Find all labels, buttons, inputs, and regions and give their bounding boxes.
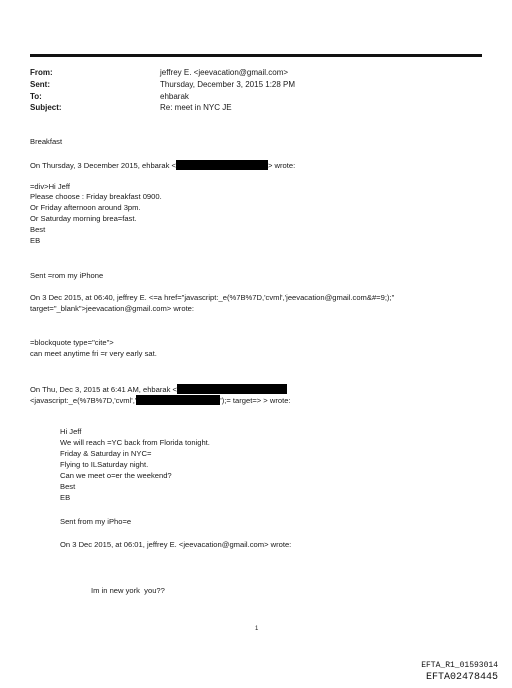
- msg1-line: =div>Hi Jeff: [30, 182, 70, 191]
- bates-number-1: EFTA_R1_01593014: [421, 661, 498, 670]
- redaction-box: [136, 395, 220, 405]
- body-breakfast: Breakfast: [30, 137, 63, 146]
- page-number: 1: [255, 626, 259, 632]
- msg3-line: Best: [60, 482, 76, 491]
- msg1-line: Or Friday afternoon around 3pm.: [30, 203, 141, 212]
- bates-number-2: EFTA02478445: [425, 672, 498, 683]
- msg3-line: Can we meet o=er the weekend?: [60, 471, 172, 480]
- sent-from-iphone: Sent =rom my iPhone: [30, 271, 104, 280]
- header-rule: [30, 54, 482, 57]
- sent-label: Sent:: [30, 80, 50, 89]
- sent-value: Thursday, December 3, 2015 1:28 PM: [160, 80, 296, 89]
- quote-line-3a: [30, 384, 287, 395]
- msg3-line: Flying to ILSaturday night.: [60, 460, 149, 469]
- msg1-line: EB: [30, 236, 41, 245]
- sent-from-iphone-2: Sent from my iPho=e: [60, 517, 132, 526]
- redaction-box: [177, 384, 287, 394]
- redaction-box: [176, 160, 268, 170]
- msg3-line: Hi Jeff: [60, 427, 82, 436]
- quote-line-2a: On 3 Dec 2015, at 06:40, jeffrey E. <=a href="javascript:_e(%7B%7D,'cvml','jeevacation@gmail.com&#=9;);": [30, 293, 395, 302]
- subject-value: Re: meet in NYC JE: [160, 103, 232, 112]
- quote-1-prefix: On Thursday, 3 December 2015, ehbarak <: [30, 161, 176, 170]
- to-label: To:: [30, 92, 42, 101]
- msg1-line: Please choose : Friday breakfast 0900.: [30, 192, 162, 201]
- msg2-line: can meet anytime fri =r very early sat.: [30, 349, 157, 358]
- quote-line-1: [30, 160, 295, 171]
- from-label: From:: [30, 68, 53, 77]
- to-value: ehbarak: [160, 92, 189, 101]
- quote-line-3b: [30, 395, 291, 406]
- quote-line-4: On 3 Dec 2015, at 06:01, jeffrey E. <jeevacation@gmail.com> wrote:: [60, 540, 292, 549]
- quote-line-2b: target="_blank">jeevacation@gmail.com> wrote:: [30, 304, 195, 313]
- subject-label: Subject:: [30, 103, 62, 112]
- blockquote-tag: =blockquote type="cite">: [30, 338, 114, 347]
- msg1-line: Best: [30, 225, 46, 234]
- quote-3-prefix: On Thu, Dec 3, 2015 at 6:41 AM, ehbarak <: [30, 385, 177, 394]
- msg3-line: We will reach =YC back from Florida tonight.: [60, 438, 210, 447]
- quote-3-suffix: ');= target=> > wrote:: [220, 396, 291, 405]
- quote-1-suffix: > wrote:: [267, 161, 296, 170]
- msg3-line: EB: [60, 493, 71, 502]
- msg4-line: Im in new york you??: [91, 586, 165, 595]
- quote-3-js: <javascript:_e(%7B%7D,'cvml',': [30, 396, 137, 405]
- msg3-line: Friday & Saturday in NYC=: [60, 449, 152, 458]
- msg1-line: Or Saturday morning brea=fast.: [30, 214, 137, 223]
- from-value: jeffrey E. <jeevacation@gmail.com>: [160, 68, 289, 77]
